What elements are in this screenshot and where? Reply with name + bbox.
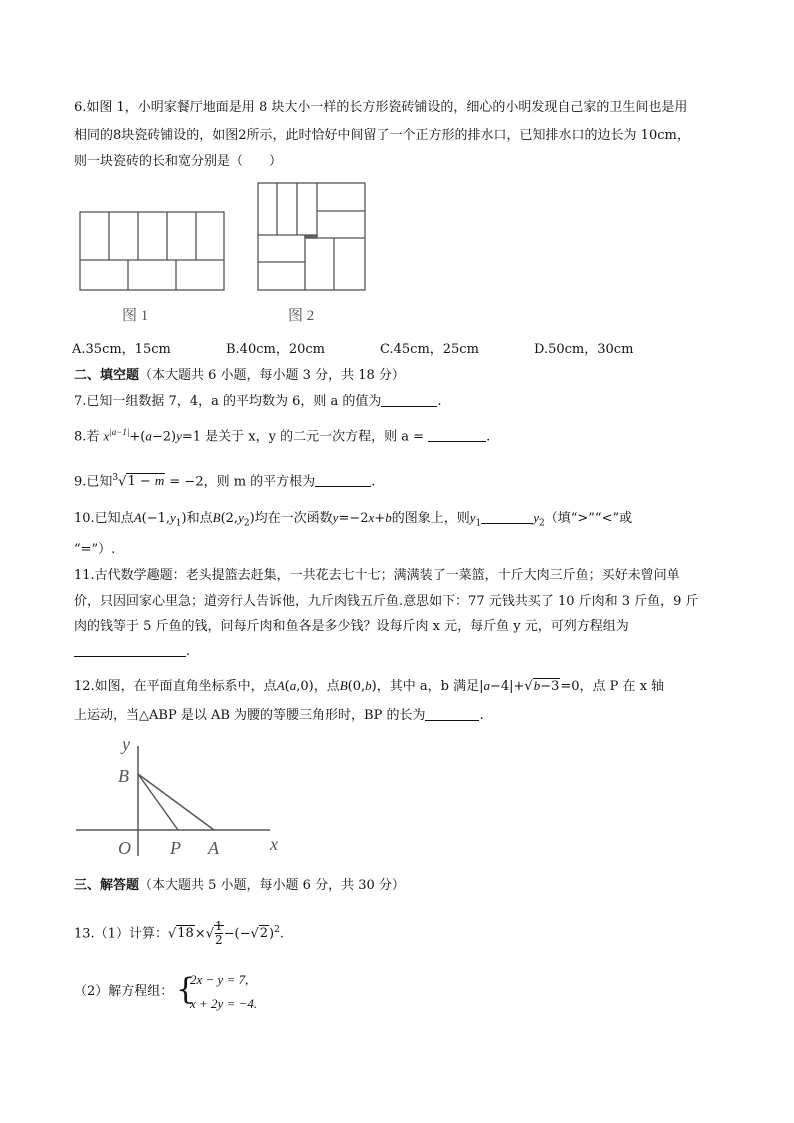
- q12-prefix: 12.如图，在平面直角坐标系中，点: [74, 679, 277, 694]
- q10-blank: [481, 509, 533, 524]
- q10-prefix: 10.已知点: [74, 511, 134, 526]
- q10-suffix: （填“>”“<”或: [544, 511, 633, 526]
- q7-blank: [381, 392, 437, 407]
- q12-mid2: ，其中 a，b 满足: [376, 679, 480, 694]
- tile-figures: [74, 180, 374, 330]
- x-axis-label: x: [270, 834, 278, 854]
- q10-mid3: 的图象上，则: [391, 511, 470, 526]
- figure-2: [258, 183, 365, 290]
- point-p-label: P: [170, 838, 181, 858]
- q6-option-a: A.35cm，15cm: [72, 342, 171, 357]
- section2-note: （本大题共 6 小题，每小题 3 分，共 18 分）: [139, 368, 405, 383]
- fig1-caption: 图 1: [122, 308, 149, 324]
- q8-blank: [428, 427, 486, 442]
- q10: 10.已知点$A(-1,y_1)$和点$B(2,y_2)$均在一次函数y=−2x+b的图象上，则$y_1$ $y_2$（填“>”“<”或: [74, 510, 633, 529]
- q11-blank-line: .: [74, 642, 190, 662]
- q9: 9.已知$^3$√1 − m = −2，则 m 的平方根为 .: [74, 473, 376, 490]
- coordinate-figure: [74, 732, 294, 860]
- q8-prefix: 8.若: [74, 429, 100, 445]
- q11-blank: [74, 642, 186, 657]
- q6-line3: 则一块瓷砖的长和宽分别是（ ）: [74, 154, 283, 169]
- q7-text: 7.已知一组数据 7，4，a 的平均数为 6，则 a 的值为: [74, 394, 382, 409]
- q10-mid1: 和点: [186, 511, 213, 526]
- q6-option-c: C.45cm，25cm: [380, 342, 479, 357]
- q11-line1: 11.古代数学趣题：老头提篮去赶集，一共花去七十七；满满装了一菜篮，十斤大肉三斤鱼；买好未曾问单: [74, 568, 680, 583]
- q11-line2: 价，只因回家心里急；道旁行人告诉他，九斤肉钱五斤鱼.意思如下：77 元钱共买了 10 斤肉和 3 斤鱼，9 斤: [74, 594, 699, 609]
- q13-part1-label: 13.（1）计算：: [74, 926, 168, 942]
- q13-eq1: 2x − y = 7,: [190, 972, 249, 987]
- q13-part2-label: （2）解方程组：: [74, 984, 174, 999]
- q10-line2: “=”）.: [74, 542, 116, 557]
- section2-title: 二、填空题: [74, 368, 140, 383]
- q6-line2: 相同的8块瓷砖铺设的，如图2所示，此时恰好中间留了一个正方形的排水口，已知排水口的边长为 10cm，: [74, 128, 690, 143]
- q12-blank: [425, 706, 479, 721]
- q10-mid2: 均在一次函数: [254, 511, 333, 526]
- y-axis-label: y: [122, 734, 130, 754]
- q9-suffix: ，则 m 的平方根为: [203, 474, 316, 490]
- fig2-caption: 图 2: [288, 308, 315, 324]
- q9-prefix: 9.已知: [74, 474, 113, 490]
- q7: 7.已知一组数据 7，4，a 的平均数为 6，则 a 的值为 .: [74, 394, 442, 409]
- section2-heading: [74, 366, 405, 386]
- q9-blank: [315, 472, 371, 487]
- q8-suffix: 是关于 x，y 的二元一次方程，则 a =: [205, 429, 425, 445]
- q13-eq2: x + 2y = −4.: [190, 996, 258, 1011]
- q8: 8.若 $x^{|a-1|}+(a-2)y=1$ 是关于 x，y 的二元一次方程，则 a = .: [74, 427, 491, 445]
- figure-1: [80, 212, 224, 290]
- point-b-label: B: [118, 766, 129, 786]
- q13-part1: 13.（1）计算：√18×√ $\frac{1}{2}$ $-(-√2)^2$.: [74, 919, 284, 948]
- q12: 12.如图，在平面直角坐标系中，点A(a,0)，点B(0,b)，其中 a，b 满足|a−4|+√b−3=0，点 P 在 x 轴: [74, 678, 665, 694]
- q6-option-d: D.50cm，30cm: [534, 342, 634, 357]
- q6-option-b: B.40cm，20cm: [226, 342, 325, 357]
- section3-title: 三、解答题: [74, 878, 140, 893]
- q12-line2-wrap: 上运动，当△ABP 是以 AB 为腰的等腰三角形时，BP 的长为 .: [74, 708, 484, 723]
- q12-suffix: ，点 P 在 x 轴: [579, 679, 665, 694]
- section3-heading: [74, 876, 405, 896]
- q11-line3: 肉的钱等于 5 斤鱼的钱，问每斤肉和鱼各是多少钱？设每斤肉 x 元，每斤鱼 y 元，可列方程组为: [74, 619, 629, 634]
- origin-label: O: [118, 838, 131, 858]
- q13-part2: [74, 982, 173, 1002]
- point-a-label: A: [208, 838, 219, 858]
- brace: {: [176, 972, 196, 1007]
- q12-line2: 上运动，当△ABP 是以 AB 为腰的等腰三角形时，BP 的长为: [74, 708, 426, 723]
- q6-line1: 6.如图 1，小明家餐厅地面是用 8 块大小一样的长方形瓷砖铺设的，细心的小明发现自己家的卫生间也是用: [74, 100, 688, 115]
- section3-note: （本大题共 5 小题，每小题 6 分，共 30 分）: [139, 878, 405, 893]
- q12-mid1: ，点: [313, 679, 340, 694]
